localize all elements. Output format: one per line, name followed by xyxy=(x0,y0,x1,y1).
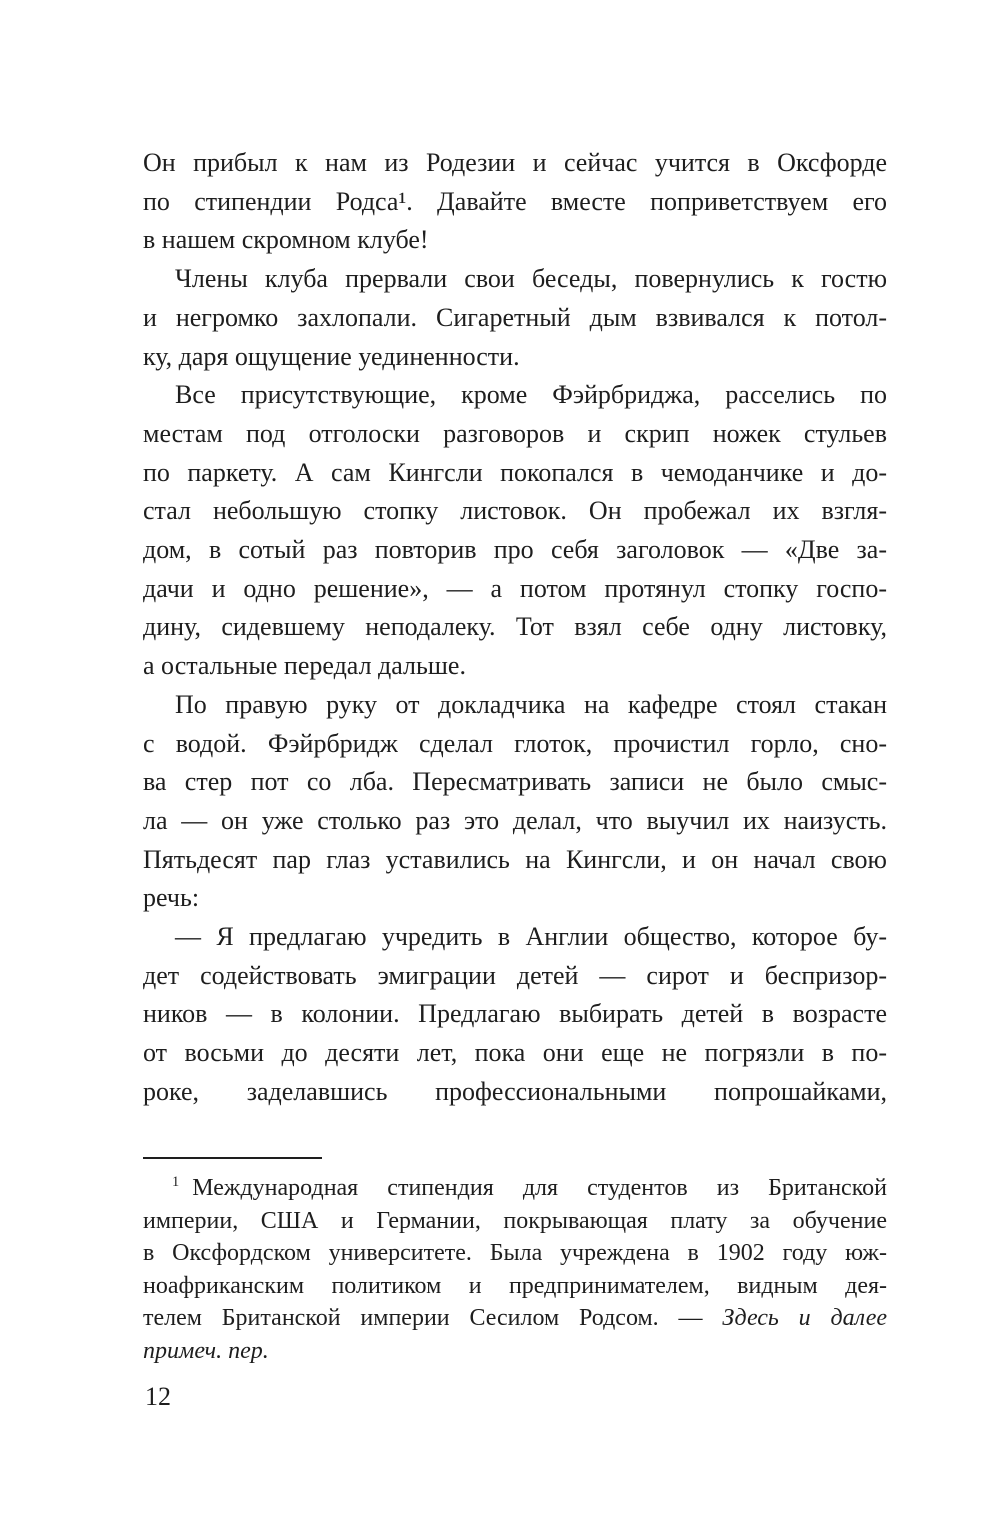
text-line xyxy=(143,1302,887,1335)
main-text xyxy=(143,144,887,1112)
text-segment: ников — в колонии. Предлагаю выбирать детей в возрасте xyxy=(143,999,887,1029)
text-line xyxy=(143,957,887,996)
text-line xyxy=(143,841,887,880)
text-line xyxy=(143,299,887,338)
text-segment: — Я предлагаю учредить в Англии общество, которое бу- xyxy=(175,922,887,952)
text-line xyxy=(143,1172,887,1205)
text-line xyxy=(143,1237,887,1270)
text-segment: Здесь и далее xyxy=(722,1305,887,1332)
text-line xyxy=(143,376,887,415)
text-segment: ва стер пот со лба. Пересматривать записи не было смыс- xyxy=(143,767,887,797)
text-segment: по паркету. А сам Кингсли покопался в чемоданчике и до- xyxy=(143,457,887,487)
footnote-text xyxy=(143,1172,887,1368)
text-line xyxy=(143,1034,887,1073)
text-segment: в нашем скромном клубе! xyxy=(143,225,429,255)
text-segment: стал небольшую стопку листовок. Он пробежал их взгля- xyxy=(143,496,887,526)
text-line xyxy=(143,918,887,957)
text-line xyxy=(143,608,887,647)
text-line xyxy=(143,686,887,725)
text-segment: по стипендии Родса¹. Давайте вместе поприветствуем его xyxy=(143,186,887,216)
text-segment: с водой. Фэйрбридж сделал глоток, прочистил горло, сно- xyxy=(143,728,887,758)
text-line xyxy=(143,1205,887,1238)
text-segment: в Оксфордском университете. Была учреждена в 1902 году юж- xyxy=(143,1240,887,1267)
paragraph-5 xyxy=(143,918,887,1112)
text-line xyxy=(143,570,887,609)
text-segment: дом, в сотый раз повторив про себя заголовок — «Две за- xyxy=(143,535,887,565)
text-line xyxy=(143,763,887,802)
text-segment: телем Британской империи Сесилом Родсом. — xyxy=(143,1305,723,1332)
text-line xyxy=(143,1073,887,1112)
text-segment: дину, сидевшему неподалеку. Тот взял себе одну листовку, xyxy=(143,612,887,642)
footnote-divider xyxy=(143,1157,322,1159)
text-segment: Он прибыл к нам из Родезии и сейчас учится в Оксфорде xyxy=(143,148,887,177)
text-line xyxy=(143,144,887,183)
text-segment: роке, заделавшись профессиональными попрошайками, xyxy=(143,1076,887,1106)
text-segment: Члены клуба прервали свои беседы, повернулись к гостю xyxy=(175,264,887,294)
text-line xyxy=(143,531,887,570)
text-line xyxy=(143,1270,887,1303)
text-line xyxy=(143,802,887,841)
text-line xyxy=(143,647,887,686)
text-line xyxy=(143,454,887,493)
paragraph-1 xyxy=(143,144,887,260)
text-line xyxy=(143,995,887,1034)
text-segment: и негромко захлопали. Сигаретный дым взвивался к потол- xyxy=(143,302,887,332)
text-segment: от восьми до десяти лет, пока они еще не погрязли в по- xyxy=(143,1038,887,1068)
text-segment: дет содействовать эмиграции детей — сирот и беспризор- xyxy=(143,960,887,990)
text-line xyxy=(143,183,887,222)
text-segment: Пятьдесят пар глаз уставились на Кингсли, и он начал свою xyxy=(143,844,887,874)
text-line xyxy=(143,415,887,454)
text-segment: империи, США и Германии, покрывающая плату за обучение xyxy=(143,1207,887,1234)
text-segment: ноафриканским политиком и предпринимателем, видным дея- xyxy=(143,1272,887,1299)
text-segment: По правую руку от докладчика на кафедре стоял стакан xyxy=(175,689,887,719)
text-line xyxy=(143,221,887,260)
text-segment: примеч. пер. xyxy=(143,1337,269,1364)
text-segment: ла — он уже столько раз это делал, что выучил их наизусть. xyxy=(143,805,887,835)
text-segment: дачи и одно решение», — а потом протянул стопку госпо- xyxy=(143,573,887,603)
page-number: 12 xyxy=(145,1382,171,1411)
text-segment: Международная стипендия для студентов из Британской xyxy=(192,1175,887,1201)
text-segment: а остальные передал дальше. xyxy=(143,651,466,681)
text-line xyxy=(143,879,887,918)
footnote-marker: 1 xyxy=(172,1174,180,1190)
text-line xyxy=(143,1335,887,1368)
text-segment: Все присутствующие, кроме Фэйрбриджа, расселись по xyxy=(175,380,887,410)
text-segment: речь: xyxy=(143,883,200,913)
text-line xyxy=(143,725,887,764)
text-line xyxy=(143,260,887,299)
paragraph-3 xyxy=(143,376,887,686)
text-line xyxy=(143,492,887,531)
text-segment: местам под отголоски разговоров и скрип ножек стульев xyxy=(143,418,887,448)
paragraph-4 xyxy=(143,686,887,918)
paragraph-2 xyxy=(143,260,887,376)
text-line xyxy=(143,338,887,377)
text-segment: ку, даря ощущение уединенности. xyxy=(143,341,520,371)
footnote xyxy=(143,1157,887,1368)
